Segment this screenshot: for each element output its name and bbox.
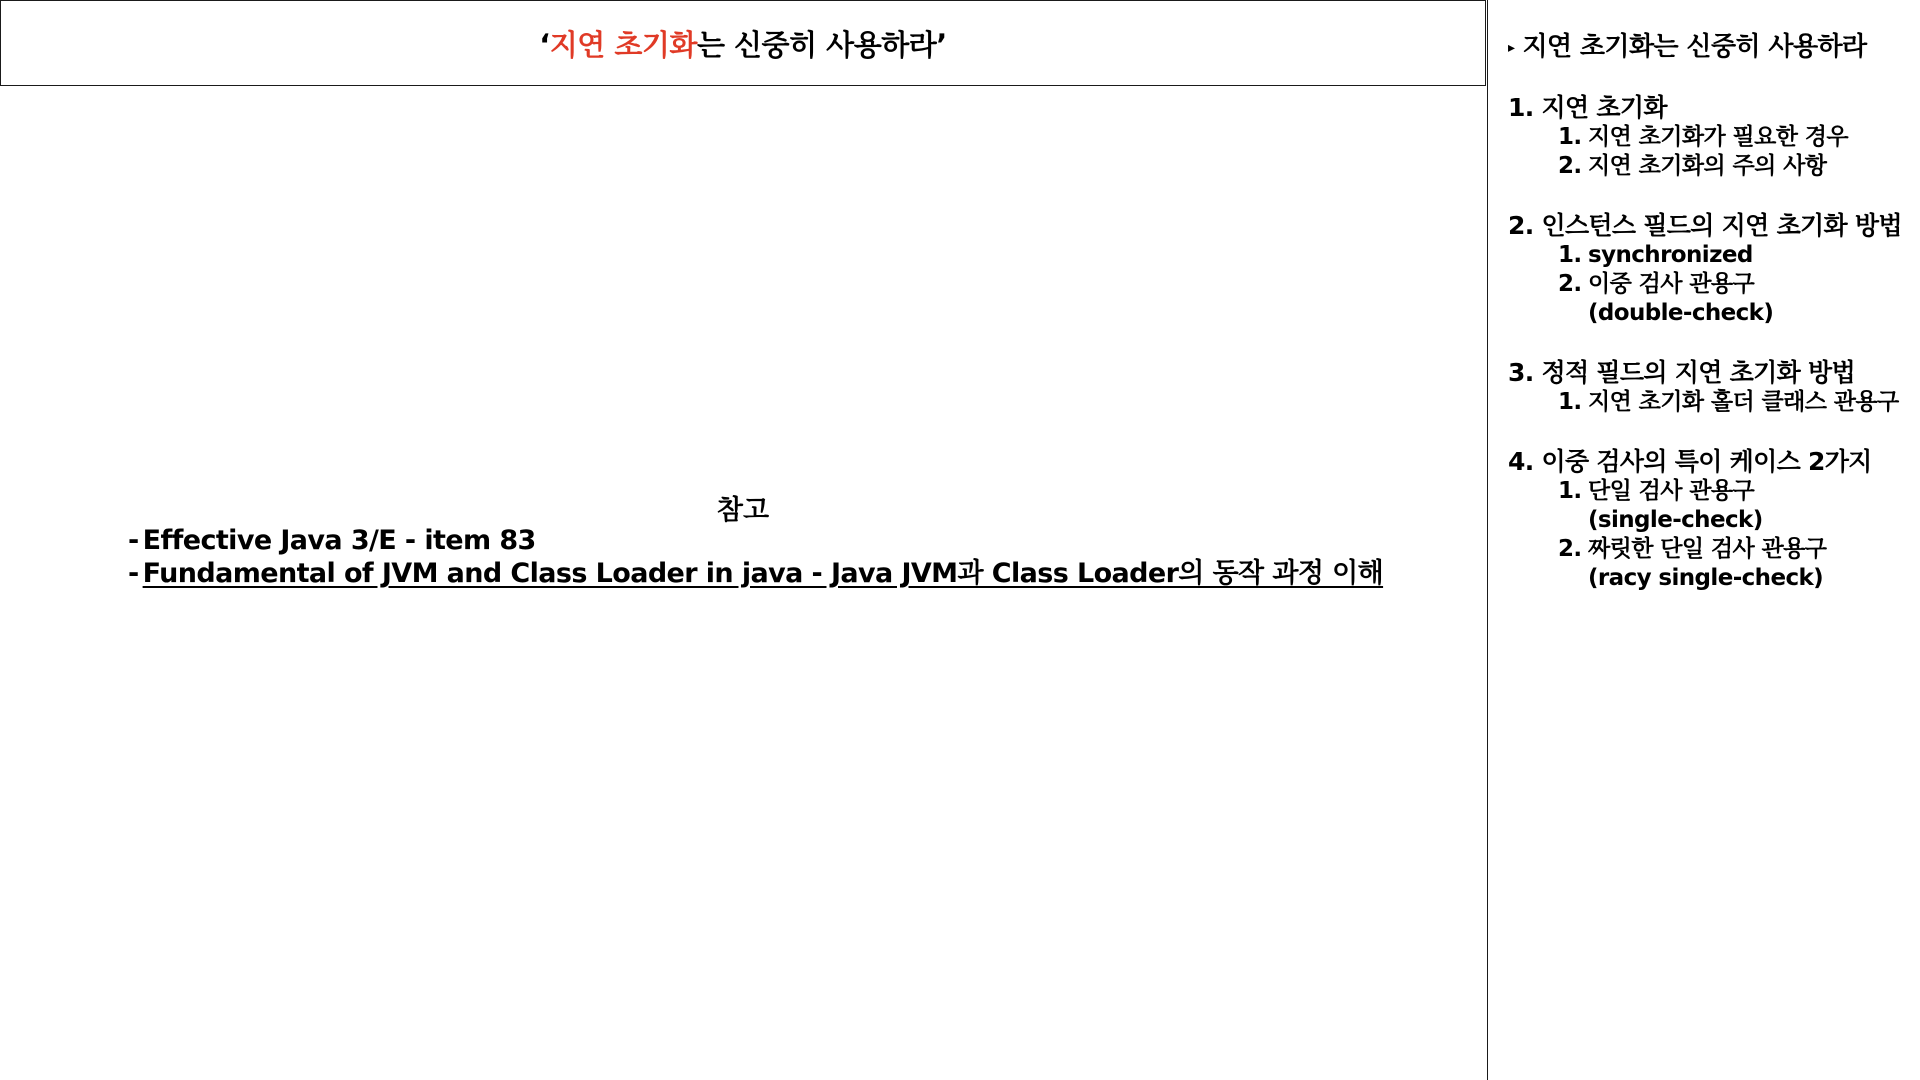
triangle-bullet-icon: ▸ (1508, 39, 1515, 56)
toc-item-number: 1. (1558, 389, 1582, 415)
toc-item-sublabel: (single-check) (1588, 507, 1763, 533)
list-dash: - (128, 525, 139, 556)
toc-item-number: 1. (1558, 242, 1582, 268)
table-of-contents (1487, 0, 1920, 1080)
toc-item (1508, 270, 1920, 328)
toc-item-label: 지연 초기화의 주의 사항 (1588, 153, 1827, 179)
toc-item-label: 단일 검사 관용구 (1588, 478, 1755, 504)
toc-section-title (1508, 358, 1920, 388)
toc-section-number: 3. (1508, 358, 1534, 387)
references-list (128, 524, 1468, 590)
reference-item-book (128, 524, 1468, 557)
toc-section-title (1508, 211, 1920, 241)
toc-item-number: 1. (1558, 478, 1582, 504)
list-dash: - (128, 558, 139, 589)
toc-item (1508, 388, 1920, 417)
slide-title-bar (0, 0, 1486, 86)
toc-item-label: 지연 초기화 홀더 클래스 관용구 (1588, 389, 1899, 415)
toc-section-label: 이중 검사의 특이 케이스 2가지 (1541, 447, 1872, 476)
toc-section-label: 인스턴스 필드의 지연 초기화 방법 (1541, 211, 1902, 240)
toc-item-label: 지연 초기화가 필요한 경우 (1588, 124, 1849, 150)
reference-book-text: Effective Java 3/E - item 83 (142, 525, 536, 556)
toc-item (1508, 241, 1920, 270)
toc-section-number: 2. (1508, 211, 1534, 240)
toc-item (1508, 535, 1920, 593)
toc-section-label: 정적 필드의 지연 초기화 방법 (1541, 358, 1855, 387)
title-accent-text: 지연 초기화 (549, 27, 697, 62)
toc-item-label: 이중 검사 관용구 (1588, 271, 1755, 297)
toc-item (1508, 152, 1920, 181)
toc-item (1508, 477, 1920, 535)
toc-item-label: synchronized (1588, 242, 1753, 268)
toc-section-title (1508, 447, 1920, 477)
toc-section-4 (1508, 447, 1920, 593)
slide-title (539, 23, 947, 64)
toc-section-number: 1. (1508, 93, 1534, 122)
toc-item-number: 1. (1558, 124, 1582, 150)
toc-section-title (1508, 93, 1920, 123)
references-heading: 참고 (716, 495, 770, 526)
toc-item-number: 2. (1558, 153, 1582, 179)
toc-title-text: 지연 초기화는 신중히 사용하라 (1522, 32, 1867, 62)
toc-section-label: 지연 초기화 (1541, 93, 1667, 122)
toc-item-number: 2. (1558, 536, 1582, 562)
toc-title (1508, 26, 1920, 63)
toc-section-2 (1508, 211, 1920, 328)
toc-item-sublabel: (racy single-check) (1588, 565, 1824, 591)
toc-item-label: 짜릿한 단일 검사 관용구 (1588, 536, 1827, 562)
toc-item (1508, 123, 1920, 152)
reference-item-link (128, 557, 1468, 590)
reference-link[interactable]: Fundamental of JVM and Class Loader in java - Java JVM과 Class Loader의 동작 과정 이해 (142, 558, 1384, 589)
toc-section-1 (1508, 93, 1920, 181)
title-rest-text: 는 신중히 사용하라’ (696, 27, 947, 62)
title-open-quote: ‘ (539, 27, 550, 62)
toc-section-3 (1508, 358, 1920, 417)
toc-section-number: 4. (1508, 447, 1534, 476)
toc-item-sublabel: (double-check) (1588, 300, 1774, 326)
toc-item-number: 2. (1558, 271, 1582, 297)
